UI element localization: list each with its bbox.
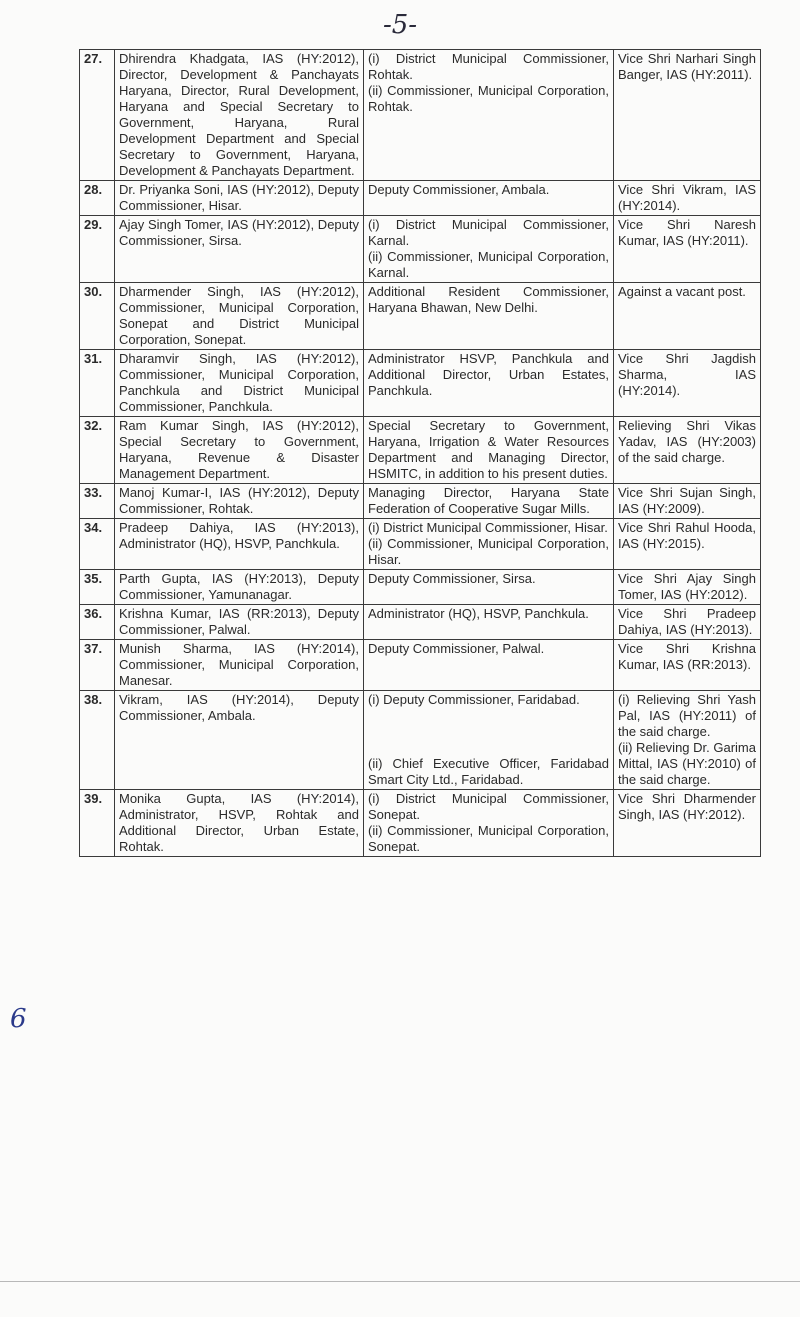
serial-number: 27. (80, 50, 115, 181)
serial-number: 36. (80, 605, 115, 640)
posting-item: (i) District Municipal Commissioner, Rohtak. (368, 51, 609, 82)
new-posting (364, 605, 614, 640)
posting-item: Additional Resident Commissioner, Haryana Bhawan, New Delhi. (368, 284, 609, 315)
posting-item: (i) District Municipal Commissioner, Hisar. (368, 520, 608, 535)
remarks (614, 570, 761, 605)
serial-number: 38. (80, 691, 115, 790)
remarks-item: Vice Shri Naresh Kumar, IAS (HY:2011). (618, 217, 756, 248)
remarks (614, 484, 761, 519)
officer-details: Ajay Singh Tomer, IAS (HY:2012), Deputy Commissioner, Sirsa. (115, 216, 364, 283)
table-row (80, 417, 761, 484)
posting-item: Deputy Commissioner, Ambala. (368, 182, 550, 197)
remarks-item: Against a vacant post. (618, 284, 746, 299)
new-posting (364, 216, 614, 283)
officer-details: Vikram, IAS (HY:2014), Deputy Commissioner, Ambala. (115, 691, 364, 790)
remarks-item: Relieving Shri Vikas Yadav, IAS (HY:2003) of the said charge. (618, 418, 756, 465)
serial-number: 34. (80, 519, 115, 570)
new-posting (364, 484, 614, 519)
new-posting (364, 519, 614, 570)
new-posting (364, 417, 614, 484)
remarks-item: Vice Shri Ajay Singh Tomer, IAS (HY:2012). (618, 571, 756, 602)
remarks (614, 519, 761, 570)
posting-item: Administrator HSVP, Panchkula and Additional Director, Urban Estates, Panchkula. (368, 351, 609, 398)
table-row (80, 570, 761, 605)
remarks-item: (i) Relieving Shri Yash Pal, IAS (HY:2011) of the said charge. (618, 692, 756, 739)
new-posting (364, 790, 614, 857)
posting-item: (ii) Commissioner, Municipal Corporation, Sonepat. (368, 823, 609, 854)
posting-item: (ii) Chief Executive Officer, Faridabad Smart City Ltd., Faridabad. (368, 756, 609, 787)
posting-item: (i) District Municipal Commissioner, Karnal. (368, 217, 609, 248)
serial-number: 37. (80, 640, 115, 691)
officer-details: Parth Gupta, IAS (HY:2013), Deputy Commissioner, Yamunanagar. (115, 570, 364, 605)
remarks (614, 181, 761, 216)
new-posting (364, 181, 614, 216)
handwritten-margin-mark: 6 (10, 1004, 27, 1034)
officer-details: Dr. Priyanka Soni, IAS (HY:2012), Deputy Commissioner, Hisar. (115, 181, 364, 216)
remarks-item: Vice Shri Jagdish Sharma, IAS (HY:2014). (618, 351, 756, 398)
serial-number: 30. (80, 283, 115, 350)
remarks (614, 640, 761, 691)
serial-number: 39. (80, 790, 115, 857)
remarks-item: Vice Shri Krishna Kumar, IAS (RR:2013). (618, 641, 756, 672)
serial-number: 33. (80, 484, 115, 519)
officer-details: Munish Sharma, IAS (HY:2014), Commissioner, Municipal Corporation, Manesar. (115, 640, 364, 691)
remarks (614, 417, 761, 484)
table-row (80, 605, 761, 640)
remarks (614, 283, 761, 350)
table-row (80, 283, 761, 350)
serial-number: 35. (80, 570, 115, 605)
posting-item: Deputy Commissioner, Palwal. (368, 641, 545, 656)
remarks-item: Vice Shri Narhari Singh Banger, IAS (HY:2011). (618, 51, 756, 82)
transfer-orders-table (79, 49, 761, 857)
page-number: -5- (382, 10, 418, 40)
new-posting (364, 50, 614, 181)
table-row (80, 350, 761, 417)
table-row (80, 484, 761, 519)
posting-item: Deputy Commissioner, Sirsa. (368, 571, 536, 586)
remarks-item: Vice Shri Sujan Singh, IAS (HY:2009). (618, 485, 756, 516)
posting-item: Special Secretary to Government, Haryana, Irrigation & Water Resources Department and Managing Director, HSMITC, in addition to his present duties. (368, 418, 609, 481)
serial-number: 29. (80, 216, 115, 283)
posting-item: (i) District Municipal Commissioner, Sonepat. (368, 791, 609, 822)
posting-item: Administrator (HQ), HSVP, Panchkula. (368, 606, 589, 621)
table-row (80, 640, 761, 691)
remarks (614, 50, 761, 181)
new-posting (364, 283, 614, 350)
posting-item: (ii) Commissioner, Municipal Corporation, Rohtak. (368, 83, 609, 114)
officer-details: Monika Gupta, IAS (HY:2014), Administrator, HSVP, Rohtak and Additional Director, Urban Estate, Rohtak. (115, 790, 364, 857)
serial-number: 31. (80, 350, 115, 417)
table-row (80, 181, 761, 216)
remarks (614, 605, 761, 640)
serial-number: 32. (80, 417, 115, 484)
table-row (80, 50, 761, 181)
remarks-item: (ii) Relieving Dr. Garima Mittal, IAS (HY:2010) of the said charge. (618, 740, 756, 787)
new-posting (364, 691, 614, 790)
table-row (80, 790, 761, 857)
officer-details: Ram Kumar Singh, IAS (HY:2012), Special Secretary to Government, Haryana, Revenue & Disaster Management Department. (115, 417, 364, 484)
officer-details: Dharmender Singh, IAS (HY:2012), Commissioner, Municipal Corporation, Sonepat and District Municipal Corporation, Sonepat. (115, 283, 364, 350)
remarks-item: Vice Shri Vikram, IAS (HY:2014). (618, 182, 756, 213)
remarks (614, 691, 761, 790)
remarks-item: Vice Shri Dharmender Singh, IAS (HY:2012). (618, 791, 756, 822)
table-row (80, 691, 761, 790)
officer-details: Dharamvir Singh, IAS (HY:2012), Commissioner, Municipal Corporation, Panchkula and District Municipal Commissioner, Panchkula. (115, 350, 364, 417)
remarks (614, 790, 761, 857)
serial-number: 28. (80, 181, 115, 216)
posting-item: (ii) Commissioner, Municipal Corporation, Karnal. (368, 249, 609, 280)
officer-details: Krishna Kumar, IAS (RR:2013), Deputy Commissioner, Palwal. (115, 605, 364, 640)
table-row (80, 519, 761, 570)
remarks-item: Vice Shri Pradeep Dahiya, IAS (HY:2013). (618, 606, 756, 637)
new-posting (364, 640, 614, 691)
remarks (614, 216, 761, 283)
remarks-item: Vice Shri Rahul Hooda, IAS (HY:2015). (618, 520, 756, 551)
officer-details: Manoj Kumar-I, IAS (HY:2012), Deputy Commissioner, Rohtak. (115, 484, 364, 519)
officer-details: Pradeep Dahiya, IAS (HY:2013), Administrator (HQ), HSVP, Panchkula. (115, 519, 364, 570)
posting-item: Managing Director, Haryana State Federation of Cooperative Sugar Mills. (368, 485, 609, 516)
posting-item: (ii) Commissioner, Municipal Corporation, Hisar. (368, 536, 609, 567)
posting-item: (i) Deputy Commissioner, Faridabad. (368, 692, 580, 707)
page-bottom-rule (0, 1281, 800, 1282)
officer-details: Dhirendra Khadgata, IAS (HY:2012), Director, Development & Panchayats Haryana, Director, Rural Development, Haryana and Special Secretary to Government, Haryana, Rural Development Department and Special Secretary to Government, Haryana, Development & Panchayats Department. (115, 50, 364, 181)
table-row (80, 216, 761, 283)
new-posting (364, 570, 614, 605)
remarks (614, 350, 761, 417)
new-posting (364, 350, 614, 417)
